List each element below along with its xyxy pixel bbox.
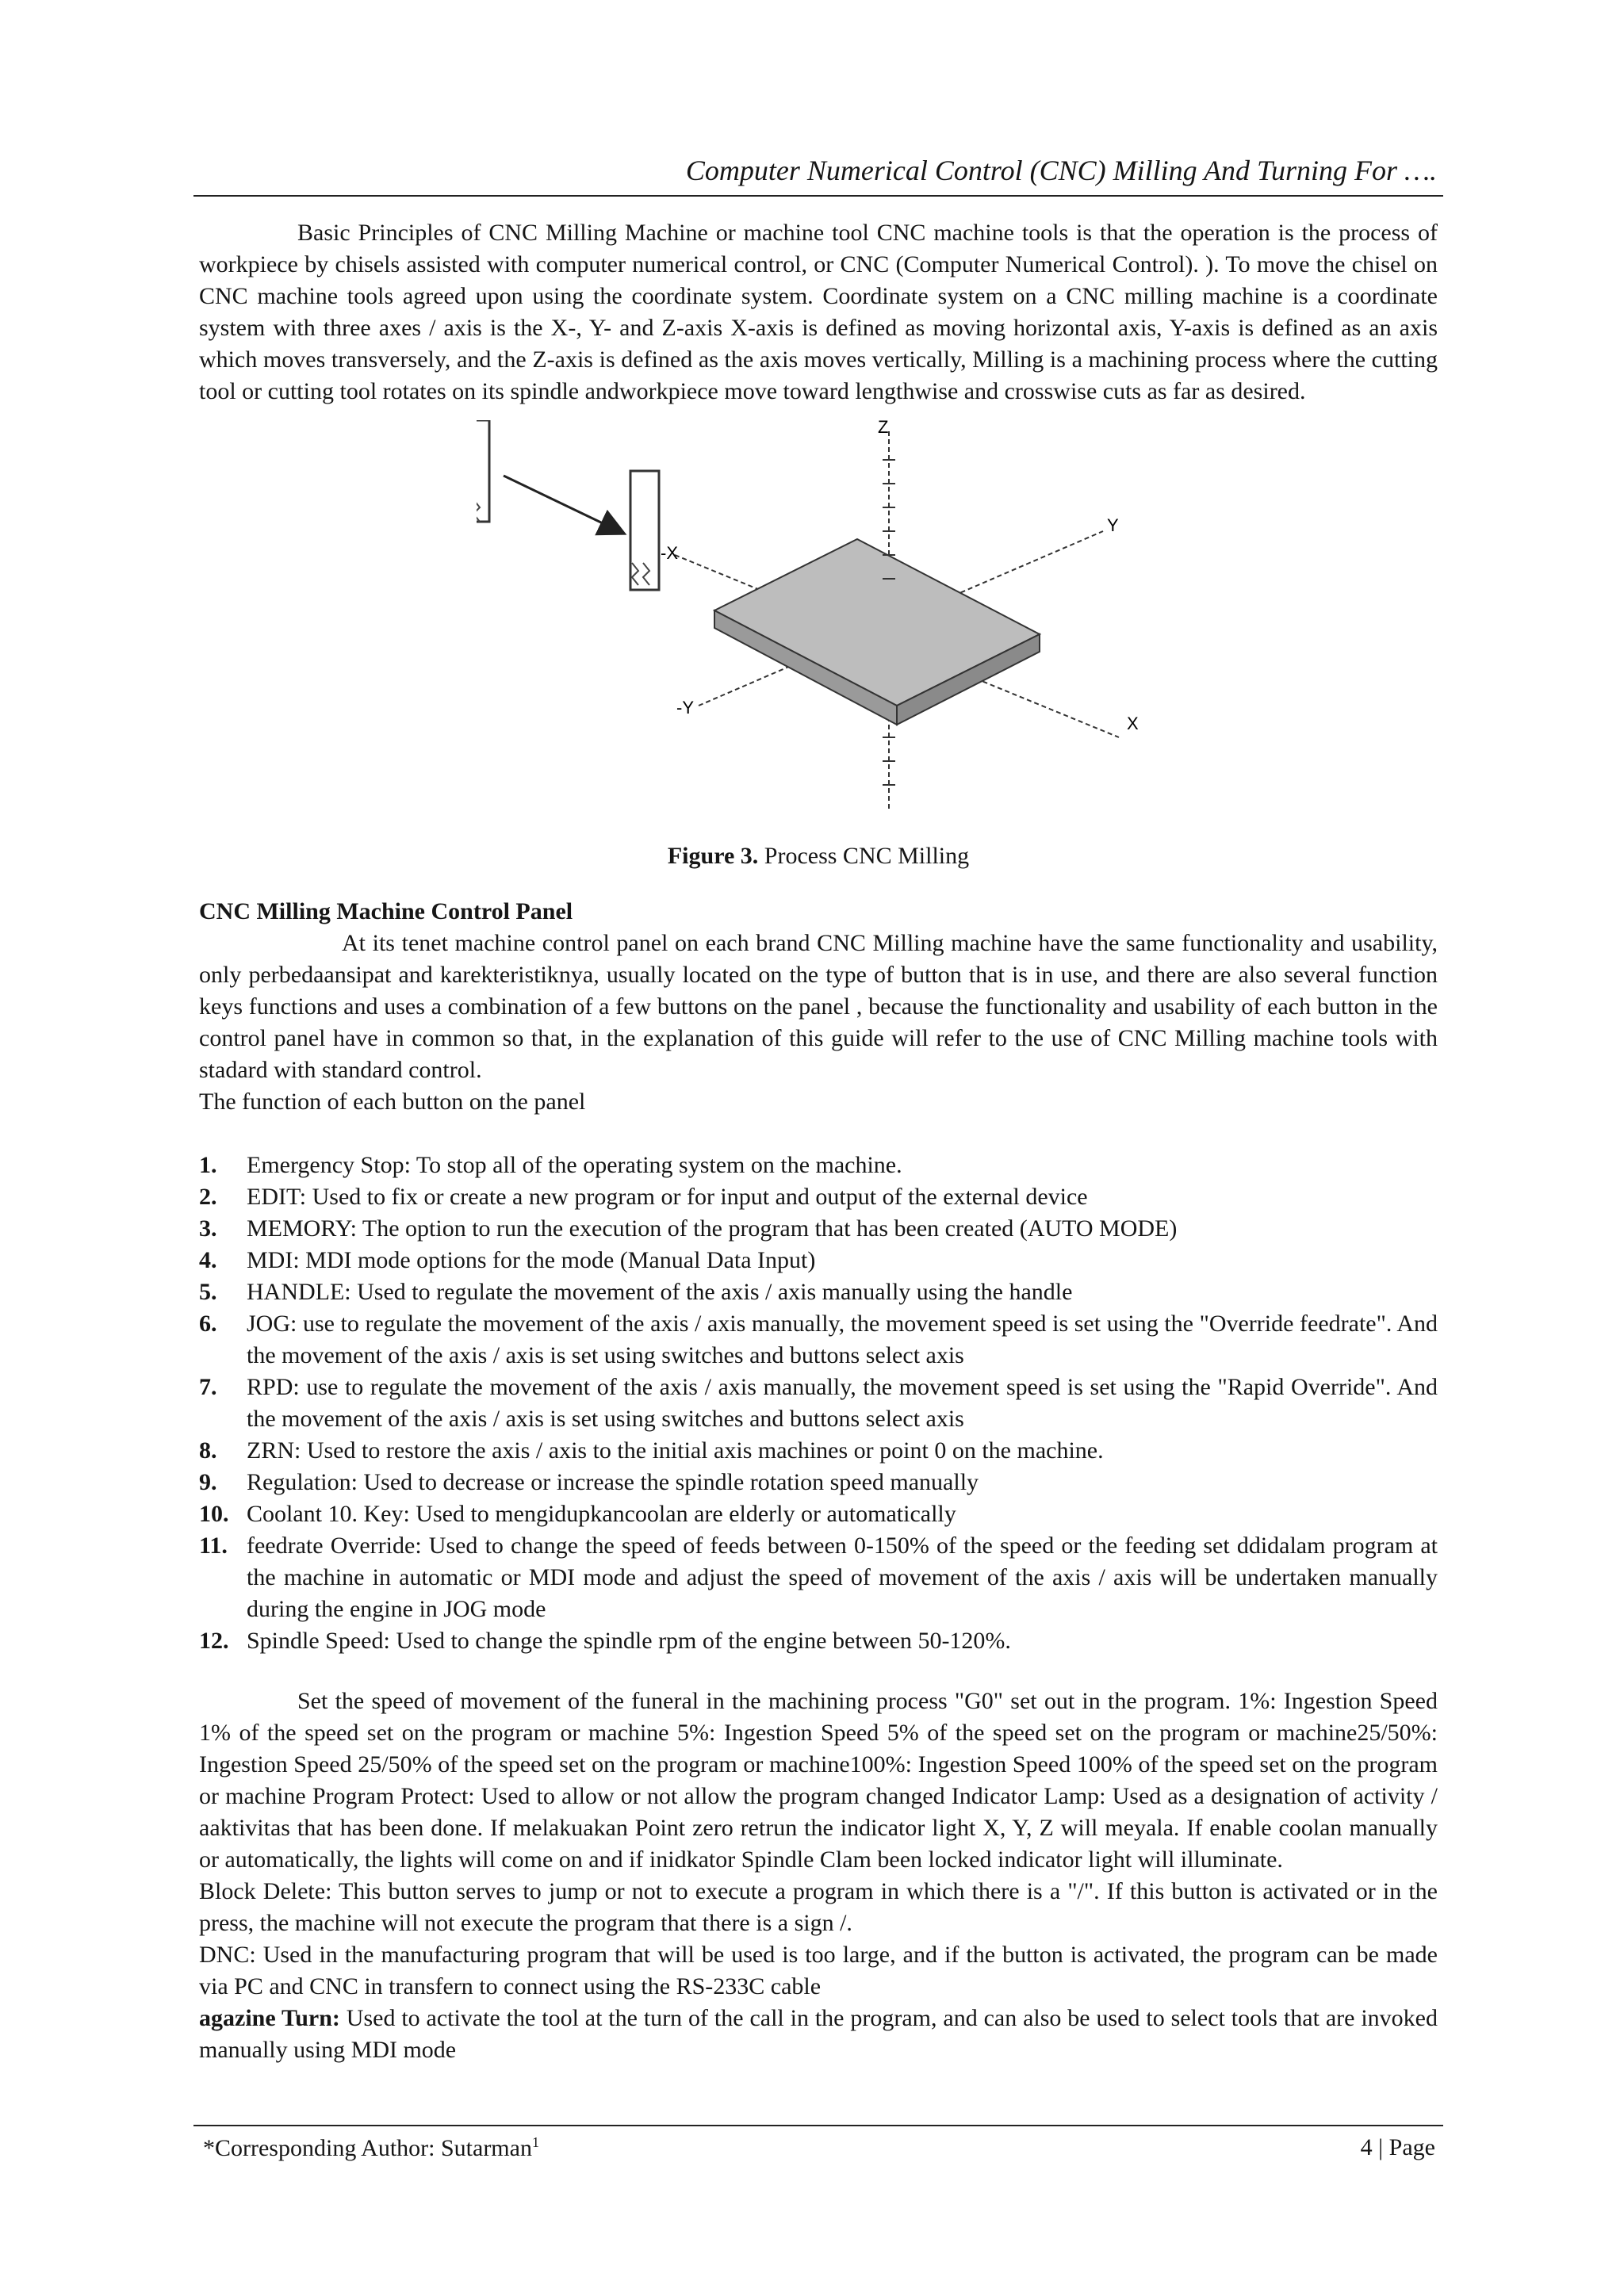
author-text: *Corresponding Author: Sutarman [203, 2135, 532, 2161]
list-item-number: 8. [199, 1437, 217, 1464]
magazine-paragraph [199, 2003, 1438, 2066]
dnc-paragraph: DNC: Used in the manufacturing program that will be used is too large, and if the button is activated, the program can be made via PC and CNC in transfern to connect using the RS-233C cable [199, 1942, 1438, 1999]
figure-caption-label: Figure 3. [667, 843, 759, 869]
list-item-number: 6. [199, 1311, 217, 1337]
list-item-number: 11. [199, 1533, 228, 1559]
list-item [199, 1435, 1438, 1467]
figure-caption-text: Process CNC Milling [764, 843, 970, 869]
list-item [199, 1530, 1438, 1625]
list-item [199, 1625, 1438, 1657]
section-paragraph: At its tenet machine control panel on each brand CNC Milling machine have the same functionality and usability, only perbedaansipat and karekteristiknya, usually located on the type of button that is in use, and there are also several function keys functions and uses a combination of a few buttons on the panel , because the functionality and usability of each button in the control panel have in common so that, in the explanation of this guide will refer to the use of CNC Milling machine tools with stadard with standard control. [199, 930, 1438, 1083]
list-item-text: MDI: MDI mode options for the mode (Manual Data Input) [247, 1247, 816, 1273]
list-item [199, 1181, 1438, 1213]
workpiece-block [714, 539, 1040, 725]
figure-caption [199, 840, 1438, 872]
list-item-number: 5. [199, 1279, 217, 1305]
tool-path-arrow [504, 476, 622, 533]
list-item-number: 4. [199, 1247, 217, 1273]
speed-paragraph: Set the speed of movement of the funeral in the machining process "G0" set out in the program. 1%: Ingestion Speed 1% of the speed set on the program or machine 5%: Ingestion Speed 5% of the speed set on the program or machine25/50%: Ingestion Speed 25/50% of the speed set on the program or machine100%: Ingestion Speed 100% of the speed set on the program or machine Program Protect: Used to allow or not allow the program changed Indicator Lamp: Used as a designation of activity / aaktivitas that has been done. If melakuakan Point zero retrun the indicator light X, Y, Z will meyala. If enable coolan manually or automatically, the lights will come on and if inidkator Spindle Clam been locked indicator light will illuminate. [199, 1688, 1438, 1873]
page-body [199, 217, 1438, 2066]
list-item-text: Regulation: Used to decrease or increase the spindle rotation speed manually [247, 1469, 979, 1495]
list-item-text: Coolant 10. Key: Used to mengidupkancoolan are elderly or automatically [247, 1501, 956, 1527]
list-item-text: RPD: use to regulate the movement of the axis / axis manually, the movement speed is set using the "Rapid Override". And the movement of the axis / axis is set using switches and buttons select axis [247, 1374, 1438, 1432]
list-item [199, 1372, 1438, 1435]
list-item-text: JOG: use to regulate the movement of the axis / axis manually, the movement speed is set using the "Override feedrate". And the movement of the axis / axis is set using switches and buttons select axis [247, 1311, 1438, 1368]
list-item [199, 1308, 1438, 1372]
list-item-number: 12. [199, 1628, 229, 1654]
list-item-text: Spindle Speed: Used to change the spindle rpm of the engine between 50-120%. [247, 1628, 1011, 1654]
list-item [199, 1150, 1438, 1181]
button-function-list [199, 1150, 1438, 1657]
cutter-tool-start [477, 420, 489, 522]
block-delete-paragraph: Block Delete: This button serves to jump or not to execute a program in which there is a "/". If this button is activated or in the press, the machine will not execute the program that there is a sign /. [199, 1878, 1438, 1936]
figure-cnc-milling [199, 420, 1438, 832]
cutter-tool-end [630, 471, 659, 590]
page-number: 4 | Page [1360, 2134, 1435, 2160]
list-item-number: 7. [199, 1374, 217, 1400]
section-heading: CNC Milling Machine Control Panel [199, 898, 573, 924]
list-item-text: feedrate Override: Used to change the speed of feeds between 0-150% of the speed or the feeding set ddidalam program at the machine in automatic or MDI mode and adjust the speed of movement of the axis / axis will be undertaken manually during the engine in JOG mode [247, 1533, 1438, 1622]
list-item [199, 1276, 1438, 1308]
author-superscript: 1 [531, 2134, 539, 2150]
intro-paragraph: Basic Principles of CNC Milling Machine or machine tool CNC machine tools is that the operation is the process of workpiece by chisels assisted with computer numerical control, or CNC (Computer Numerical Control). ). To move the chisel on CNC machine tools agreed upon using the coordinate system. Coordinate system on a CNC milling machine is a coordinate system with three axes / axis is the X-, Y- and Z-axis X-axis is defined as moving horizontal axis, Y-axis is defined as an axis which moves transversely, and the Z-axis is defined as the axis moves vertically, Milling is a machining process where the cutting tool or cutting tool rotates on its spindle andworkpiece move toward lengthwise and crosswise cuts as far as desired. [199, 220, 1438, 404]
page-header [193, 152, 1443, 197]
x-axis-label: X [1127, 714, 1139, 733]
y-neg-axis-label: -Y [676, 698, 694, 718]
list-item-text: MEMORY: The option to run the execution of the program that has been created (AUTO MODE) [247, 1215, 1178, 1242]
magazine-lead: agazine Turn: [199, 2005, 340, 2031]
list-item-number: 9. [199, 1469, 217, 1495]
list-item [199, 1467, 1438, 1498]
list-item-text: HANDLE: Used to regulate the movement of the axis / axis manually using the handle [247, 1279, 1073, 1305]
list-item-text: EDIT: Used to fix or create a new program or for input and output of the external device [247, 1184, 1088, 1210]
list-item [199, 1213, 1438, 1245]
x-neg-axis-label: -X [661, 543, 678, 563]
list-item-number: 2. [199, 1184, 217, 1210]
page-footer [193, 2125, 1443, 2163]
list-item-number: 10. [199, 1501, 229, 1527]
list-item [199, 1498, 1438, 1530]
y-axis-label: Y [1107, 515, 1119, 535]
list-item-number: 1. [199, 1152, 217, 1178]
cnc-milling-diagram [477, 420, 1190, 832]
list-item-number: 3. [199, 1215, 217, 1242]
list-item-text: ZRN: Used to restore the axis / axis to the initial axis machines or point 0 on the machine. [247, 1437, 1104, 1464]
running-title: Computer Numerical Control (CNC) Milling And Turning For …. [685, 155, 1437, 186]
list-intro: The function of each button on the panel [199, 1089, 586, 1115]
z-axis-label: Z [878, 420, 889, 437]
list-item [199, 1245, 1438, 1276]
corresponding-author [203, 2134, 539, 2162]
list-item-text: Emergency Stop: To stop all of the operating system on the machine. [247, 1152, 902, 1178]
magazine-text: Used to activate the tool at the turn of the call in the program, and can also be used to select tools that are invoked manually using MDI mode [199, 2005, 1438, 2063]
